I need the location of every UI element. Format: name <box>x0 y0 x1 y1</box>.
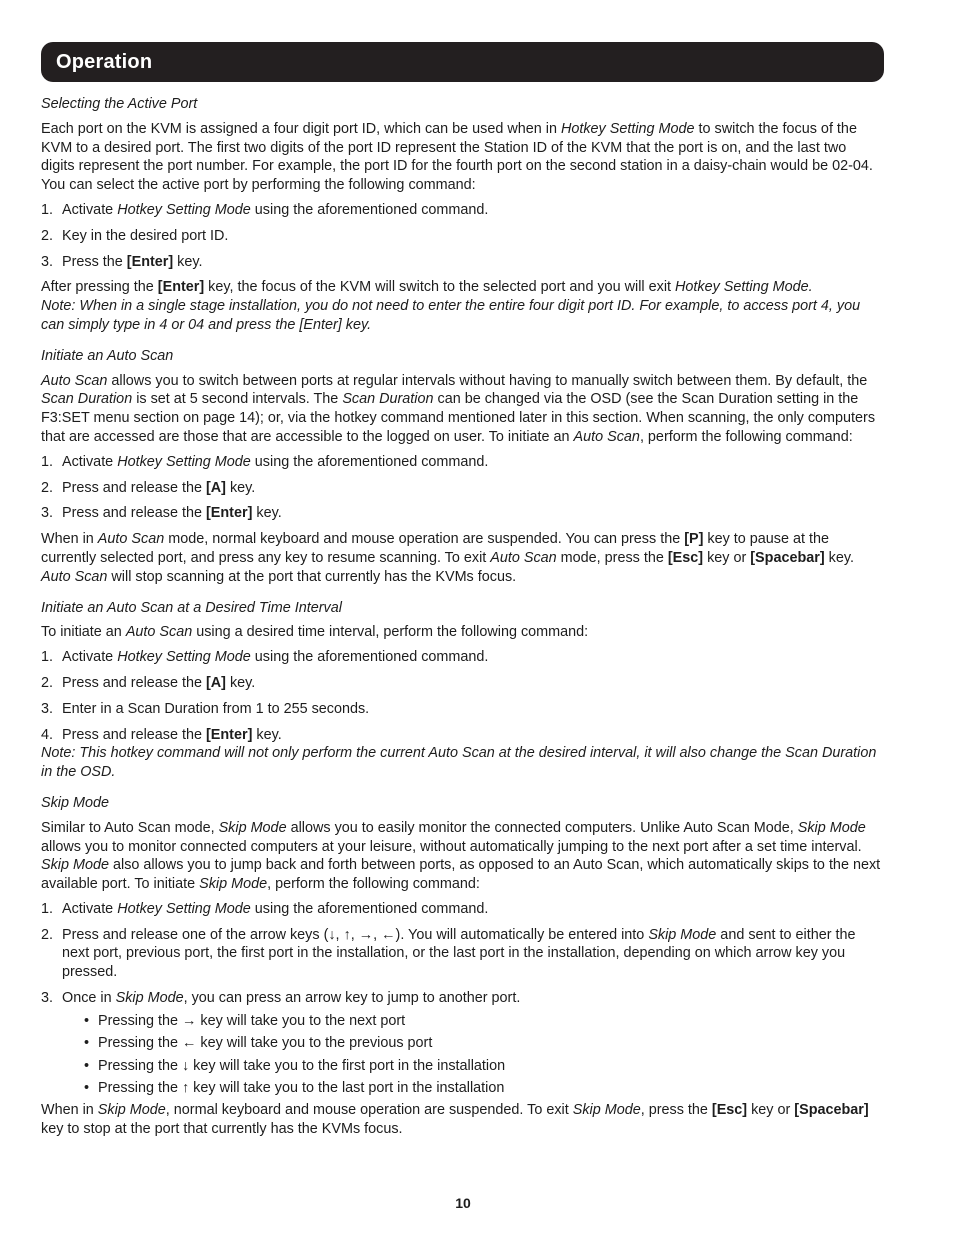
list-item: 1. Activate Hotkey Setting Mode using the aforementioned command. <box>41 900 489 917</box>
list-item: 2. Press and release the [A] key. <box>41 479 256 496</box>
steps-active-port <box>41 201 883 271</box>
note-timed-scan: Note: This hotkey command will not only perform the current Auto Scan at the desired interval, it will also change the Scan Duration in the OSD. <box>41 745 877 781</box>
section-heading-auto-scan: Initiate an Auto Scan <box>41 347 174 364</box>
page-number: 10 <box>455 1195 471 1211</box>
paragraph-auto-scan-intro: Auto Scan allows you to switch between ports at regular intervals without having to manually switch between them. By default, the Scan Duration is set at 5 second intervals. The Scan Duration can be changed via the OSD (see the Scan Duration setting in the F3:SET menu section on page 14); or, via the hotkey command mentioned later in this section. When scanning, the only computers that are accessed are those that are accessible to the logged on user. To initiate an Auto Scan, perform the following command: <box>41 372 876 445</box>
bullet-item: • Pressing the ↓ key will take you to the first port in the installation <box>84 1057 506 1074</box>
bullet-item: • Pressing the ↑ key will take you to the last port in the installation <box>84 1080 505 1097</box>
list-item: 4. Press and release the [Enter] key. <box>41 726 282 743</box>
note-single-stage: Note: When in a single stage installation, you do not need to enter the entire four digit port ID. For example, to access port 4, you can simply type in 4 or 04 and press the [Enter] key. <box>41 298 861 333</box>
section-heading-timed-scan: Initiate an Auto Scan at a Desired Time Interval <box>41 599 342 616</box>
list-item: 3. Press the [Enter] key. <box>41 253 203 270</box>
paragraph-skip-mode-intro: Similar to Auto Scan mode, Skip Mode allows you to easily monitor the connected computers. Unlike Auto Scan Mode, Skip Mode allows you to monitor connected computers at your leisure, without automatically jumping to the next port after a set time interval. Skip Mode also allows you to jump back and forth between ports, as opposed to an Auto Scan, which automatically skips to the next available port. To initiate Skip Mode, perform the following command: <box>41 819 881 893</box>
skip-mode-arrow-bullets <box>41 1012 883 1098</box>
paragraph-skip-mode-after: When in Skip Mode, normal keyboard and mouse operation are suspended. To exit Skip Mode, press the [Esc] key or [Spacebar] key to stop at the port that currently has the KVMs focus. <box>41 1102 869 1138</box>
list-item: 1. Activate Hotkey Setting Mode using the aforementioned command. <box>41 453 489 470</box>
list-item: 3. Once in Skip Mode, you can press an arrow key to jump to another port. <box>41 990 521 1007</box>
steps-skip-mode <box>41 900 883 1008</box>
section-heading-active-port: Selecting the Active Port <box>41 96 198 112</box>
paragraph-active-port-intro: Each port on the KVM is assigned a four digit port ID, which can be used when in Hotkey Setting Mode to switch the focus of the KVM to a desired port. The first two digits of the port ID represent the Station ID of the KVM that the port is on, and the last two digits represent the port number. For example, the port ID for the fourth port on the second station in a daisy-chain would be 02-04. You can select the active port by performing the following command: <box>41 120 873 194</box>
paragraph-timed-scan-intro: To initiate an Auto Scan using a desired time interval, perform the following command: <box>41 624 589 641</box>
paragraph-active-port-after: After pressing the [Enter] key, the focus of the KVM will switch to the selected port and you will exit Hotkey Setting Mode. Note: When in a single stage installation, you do not need to enter the entire four digit port ID. For example, to access port 4, you can simply type in 4 or 04 and press the [Enter] key. <box>41 279 861 333</box>
steps-auto-scan <box>41 453 883 523</box>
bullet-item: • Pressing the ← key will take you to the previous port <box>84 1035 433 1052</box>
list-item: 2. Key in the desired port ID. <box>41 227 229 244</box>
list-item: 2. Press and release one of the arrow keys (↓, ↑, →, ←). You will automatically be entered into Skip Mode and sent to either the next port, previous port, the first port in the installation, or the last port in the installation, depending on which arrow key you pressed. <box>41 926 856 981</box>
list-item: 3. Enter in a Scan Duration from 1 to 255 seconds. <box>41 700 370 717</box>
paragraph-auto-scan-after: When in Auto Scan mode, normal keyboard and mouse operation are suspended. You can press the [P] key to pause at the currently selected port, and press any key to resume scanning. To exit Auto Scan mode, press the [Esc] key or [Spacebar] key. Auto Scan will stop scanning at the port that currently has the KVMs focus. <box>41 531 854 585</box>
page-content <box>41 95 883 1145</box>
section-header-bar <box>41 42 884 82</box>
list-item: 3. Press and release the [Enter] key. <box>41 505 282 522</box>
list-item: 1. Activate Hotkey Setting Mode using the aforementioned command. <box>41 201 489 218</box>
list-item: 2. Press and release the [A] key. <box>41 674 256 691</box>
section-heading-skip-mode: Skip Mode <box>41 794 109 811</box>
bullet-item: • Pressing the → key will take you to the next port <box>84 1012 406 1029</box>
page-title: Operation <box>56 50 153 73</box>
steps-timed-scan <box>41 648 883 744</box>
list-item: 1. Activate Hotkey Setting Mode using the aforementioned command. <box>41 649 489 666</box>
